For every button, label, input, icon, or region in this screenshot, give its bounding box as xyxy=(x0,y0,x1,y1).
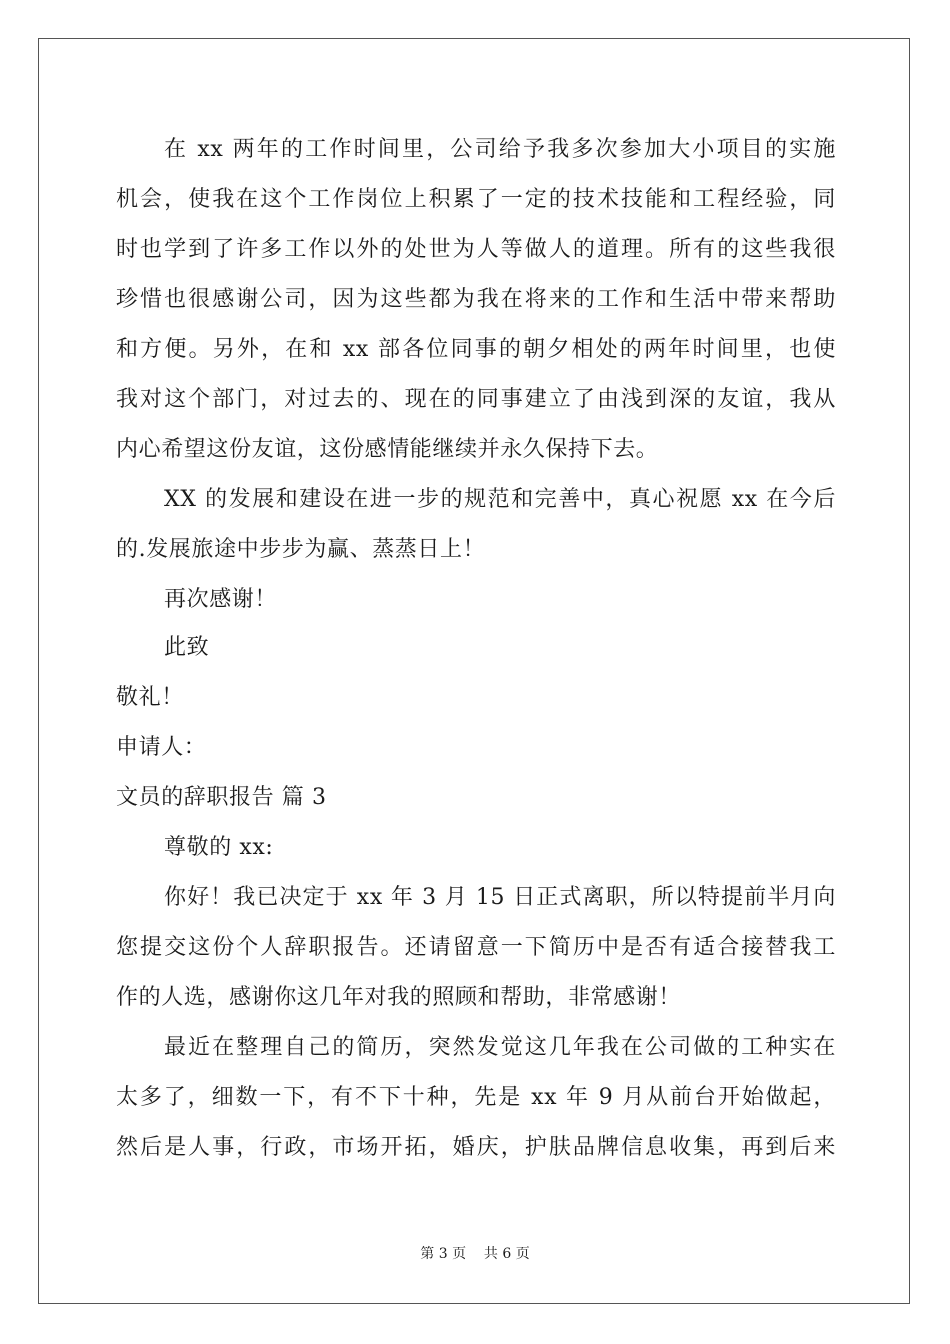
paragraph-line: 你好！我已决定于 xx 年 3 月 15 日正式离职，所以特提前半月向 xyxy=(164,885,836,910)
paragraph-line: XX 的发展和建设在进一步的规范和完善中，真心祝愿 xx 在今后 xyxy=(164,487,836,512)
paragraph-line: 机会，使我在这个工作岗位上积累了一定的技术技能和工程经验，同 xyxy=(116,187,836,212)
paragraph-line: 太多了，细数一下，有不下十种，先是 xx 年 9 月从前台开始做起， xyxy=(116,1085,836,1110)
salutation-jingli: 敬礼！ xyxy=(116,685,184,710)
paragraph-line: 时也学到了许多工作以外的处世为人等做人的道理。所有的这些我很 xyxy=(116,237,836,262)
paragraph-line: 和方便。另外，在和 xx 部各位同事的朝夕相处的两年时间里，也使 xyxy=(116,337,836,362)
salutation-cizhi: 此致 xyxy=(164,635,210,660)
paragraph-line: 然后是人事，行政，市场开拓，婚庆，护肤品牌信息收集，再到后来 xyxy=(116,1135,836,1160)
closing-thanks: 再次感谢！ xyxy=(164,587,278,612)
section-heading: 文员的辞职报告 篇 3 xyxy=(116,785,327,810)
paragraph-line: 我对这个部门，对过去的、现在的同事建立了由浅到深的友谊，我从 xyxy=(116,387,836,412)
letter-greeting: 尊敬的 xx: xyxy=(164,835,274,860)
page-number-footer: 第 3 页 共 6 页 xyxy=(420,1246,530,1262)
paragraph-line: 最近在整理自己的简历，突然发觉这几年我在公司做的工种实在 xyxy=(164,1035,836,1060)
paragraph-line: 珍惜也很感谢公司，因为这些都为我在将来的工作和生活中带来帮助 xyxy=(116,287,836,312)
paragraph-line: 您提交这份个人辞职报告。还请留意一下简历中是否有适合接替我工 xyxy=(116,935,836,960)
paragraph-line: 在 xx 两年的工作时间里，公司给予我多次参加大小项目的实施 xyxy=(164,137,836,162)
paragraph-line: 作的人选，感谢你这几年对我的照顾和帮助，非常感谢！ xyxy=(116,985,682,1010)
paragraph-line: 的.发展旅途中步步为赢、蒸蒸日上！ xyxy=(116,537,486,562)
page-border xyxy=(38,38,910,1304)
paragraph-line: 内心希望这份友谊，这份感情能继续并永久保持下去。 xyxy=(116,437,659,462)
applicant-label: 申请人： xyxy=(116,735,207,760)
